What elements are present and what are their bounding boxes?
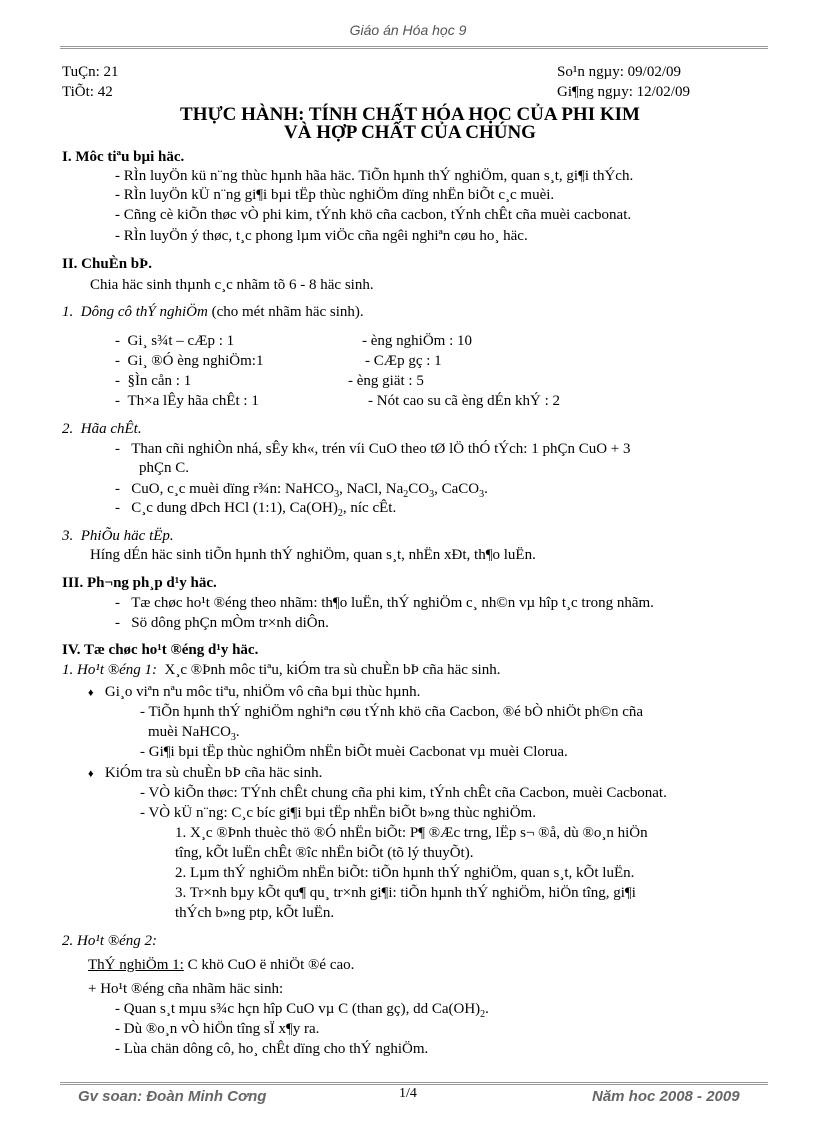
method-item: - Tæ chøc ho¹t ®éng theo nhãm: th¶o luËn, thÝ nghiÖm c¸ nh©n vµ hîp t¸c trong nhãm.	[115, 595, 654, 611]
group-item: - Lùa chän dông cô, ho¸ chÊt dïng cho thÝ nghiÖm.	[115, 1041, 429, 1057]
numbered-step-cont: tîng, kÕt luËn chÊt ®îc nhËn biÕt (tõ lý thuyÕt).	[175, 845, 474, 861]
bullet-sub: - VÒ kÜ n¨ng: C¸c bíc gi¶i bµi tËp nhËn biÕt b»ng thùc nghiÖm.	[140, 805, 536, 821]
sub-heading-worksheet: 3. PhiÕu häc tËp.	[62, 528, 174, 544]
chemical-item: - Than cñi nghiÒn nhá, sÊy kh«, trén víi CuO theo tØ lÖ thÓ tÝch: 1 phÇn CuO + 3	[115, 441, 631, 457]
method-item: - Sö dông phÇn mÒm tr×nh diÔn.	[115, 615, 329, 631]
group-line: Chia häc sinh thµnh c¸c nhãm tõ 6 - 8 häc sinh.	[90, 277, 374, 293]
numbered-step: 1. X¸c ®Þnh thuèc thö ®Ó nhËn biÕt: P¶ ®Æc trng, lËp s¬ ®å, dù ®o¸n hiÖn	[175, 825, 648, 841]
guide-line: Híng dÉn häc sinh tiÕn hµnh thÝ nghiÖm, quan s¸t, nhËn xÐt, th¶o luËn.	[90, 547, 536, 563]
activity-1: 1. Ho¹t ®éng 1: X¸c ®Þnh môc tiªu, kiÓm tra sù chuÈn bÞ cña häc sinh.	[62, 662, 501, 678]
section-1-heading: I. Môc tiªu bµi häc.	[62, 149, 185, 165]
section-4-heading: IV. Tæ chøc ho¹t ®éng d¹y häc.	[62, 642, 259, 658]
equipment-item: - §Ìn cån : 1	[115, 373, 192, 389]
sub-label: Dông cô thÝ nghiÖm	[80, 304, 208, 320]
chemical-item-cont: phÇn C.	[139, 460, 190, 476]
diamond-icon: ♦	[88, 768, 94, 780]
footer-rule	[60, 1082, 768, 1085]
group-item: - Dù ®o¸n vÒ hiÖn tîng sÏ x¶y ra.	[115, 1021, 320, 1037]
bullet-item: ♦ Gi¸o viªn nªu môc tiªu, nhiÖm vô cña bµi thùc hµnh.	[88, 684, 421, 700]
section-3-heading: III. Ph¬ng ph¸p d¹y häc.	[62, 575, 217, 591]
footer-author: Gv soan: Đoàn Minh Cơng	[78, 1088, 267, 1105]
week-label: TuÇn: 21	[62, 64, 119, 80]
chemical-item: - C¸c dung dÞch HCl (1:1), $Ca(OH)_2$, níc cÊt.	[115, 500, 397, 519]
composed-date: So¹n ngµy: 09/02/09	[557, 64, 681, 80]
objective-item: - RÌn luyÖn kÜ n¨ng gi¶i bµi tËp thùc nghiÖm dïng nhËn biÕt c¸c muèi.	[115, 187, 555, 203]
equipment-item: - èng giät : 5	[348, 373, 424, 389]
numbered-step-cont: thÝch b»ng ptp, kÕt luËn.	[175, 905, 335, 921]
footer-year: Năm hoc 2008 - 2009	[592, 1088, 740, 1105]
bullet-sub: - Gi¶i bµi tËp thùc nghiÖm nhËn biÕt muèi Cacbonat vµ muèi Clorua.	[140, 744, 568, 760]
sub-heading-chemicals: 2. Hãa chÊt.	[62, 421, 142, 437]
bullet-item: ♦ KiÓm tra sù chuÈn bÞ cña häc sinh.	[88, 765, 323, 781]
chemical-item: - CuO, c¸c muèi dïng r¾n: NaHCO$_3$, NaCl, $Na_2CO_3$, CaCO$_3$.	[115, 481, 488, 500]
equipment-item: - CÆp gç : 1	[365, 353, 442, 369]
objective-item: - RÌn luyÖn kü n¨ng thùc hµnh hãa häc. TiÕn hµnh thÝ nghiÖm, quan s¸t, gi¶i thÝch.	[115, 168, 634, 184]
activity-2: 2. Ho¹t ®éng 2:	[62, 933, 158, 949]
page-header: Giáo án Hóa học 9	[349, 22, 467, 38]
page-number: 1/4	[399, 1086, 417, 1101]
section-2-heading: II. ChuÈn bÞ.	[62, 256, 153, 272]
title-line-1: THỰC HÀNH: TÍNH CHẤT HÓA HỌC CỦA PHI KIM	[180, 104, 640, 125]
group-activity: + Ho¹t ®éng cña nhãm häc sinh:	[88, 981, 284, 997]
equipment-item: - èng nghiÖm : 10	[362, 333, 472, 349]
equipment-item: - Gi¸ s¾t – cÆp : 1	[115, 333, 235, 349]
equipment-item: - Gi¸ ®Ó èng nghiÖm:1	[115, 353, 264, 369]
experiment-1: ThÝ nghiÖm 1: C khö CuO ë nhiÖt ®é cao.	[88, 957, 355, 973]
diamond-icon: ♦	[88, 687, 94, 699]
sub-rest: (cho mét nhãm häc sinh).	[211, 304, 364, 320]
sub-heading-equipment	[62, 303, 364, 322]
title-line-2: VÀ HỢP CHẤT CỦA CHÚNG	[284, 122, 536, 143]
bullet-sub: - TiÕn hµnh thÝ nghiÖm nghiªn cøu tÝnh khö cña Cacbon, ®é bÒ nhiÖt ph©n cña	[140, 704, 644, 720]
objective-item: - Cñng cè kiÕn thøc vÒ phi kim, tÝnh khö cña cacbon, tÝnh chÊt cña muèi cacbonat.	[115, 207, 632, 223]
objective-item: - RÌn luyÖn ý thøc, t¸c phong lµm viÖc cña ngêi nghiªn cøu ho¸ häc.	[115, 228, 528, 244]
equipment-item: - Nót cao su cã èng dÉn khÝ : 2	[368, 393, 561, 409]
numbered-step: 2. Lµm thÝ nghiÖm nhËn biÕt: tiÕn hµnh thÝ nghiÖm, quan s¸t, kÕt luËn.	[175, 865, 635, 881]
taught-date: Gi¶ng ngµy: 12/02/09	[557, 84, 690, 100]
equipment-item: - Th×a lÊy hãa chÊt : 1	[115, 393, 259, 409]
header-rule	[60, 46, 768, 49]
group-item: - Quan s¸t mµu s¾c hçn hîp CuO vµ C (than gç), dd $Ca(OH)_2$.	[115, 1001, 489, 1020]
bullet-sub-cont: muèi NaHCO$_3$.	[148, 724, 240, 743]
period-label: TiÕt: 42	[62, 84, 113, 100]
bullet-sub: - VÒ kiÕn thøc: TÝnh chÊt chung cña phi kim, tÝnh chÊt cña Cacbon, muèi Cacbonat.	[140, 785, 667, 801]
numbered-step: 3. Tr×nh bµy kÕt qu¶ qu¸ tr×nh gi¶i: tiÕn hµnh thÝ nghiÖm, hiÖn tîng, gi¶i	[175, 885, 636, 901]
sub-num: 1.	[62, 304, 74, 320]
